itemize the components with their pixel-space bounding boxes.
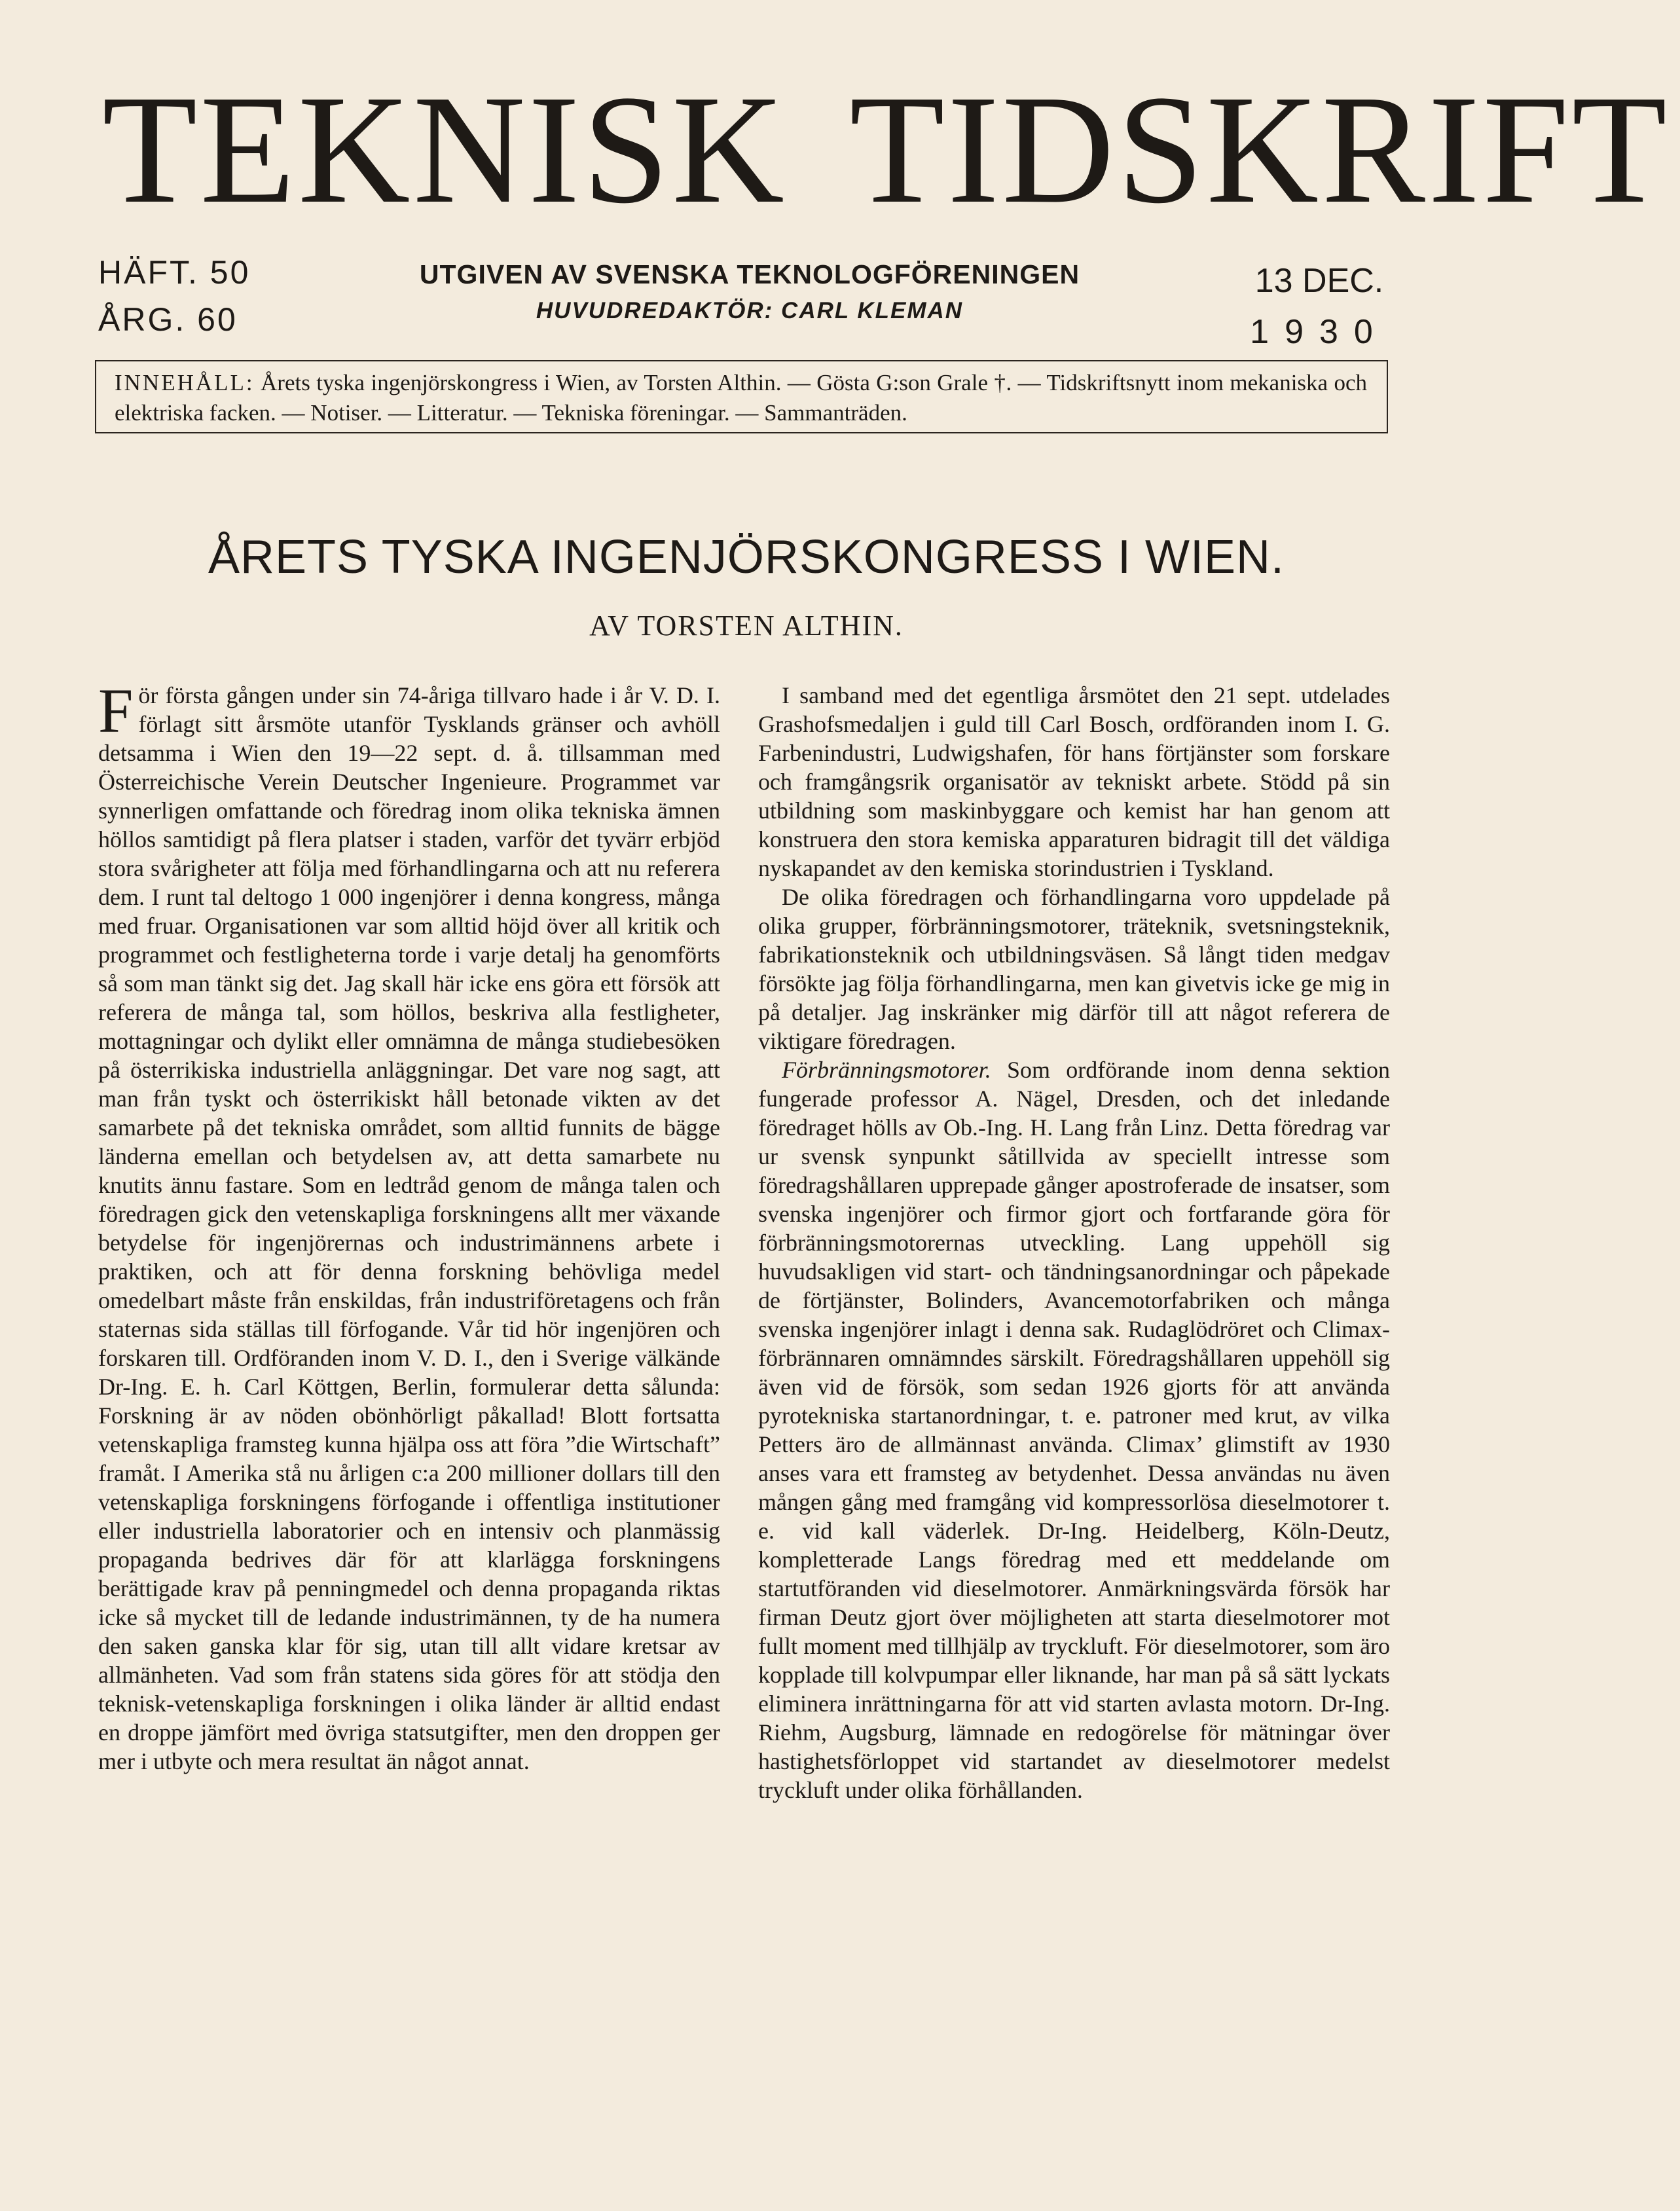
masthead-word-tidskrift: TIDSKRIFT	[849, 64, 1670, 236]
section-heading: Förbränningsmotorer.	[782, 1057, 991, 1083]
issue-year: 1930	[1250, 313, 1389, 351]
date-block	[1237, 255, 1401, 357]
issue-number-block	[98, 249, 250, 343]
editor-line: HUVUDREDAKTÖR: CARL KLEMAN	[536, 298, 964, 323]
article-paragraph: De olika föredragen och förhandlingarna voro uppdelade på olika grupper, förbränningsmotorer, träteknik, svetsningsteknik, fabrikationsteknik och utbildningsväsen. Så långt tiden medgav försökte jag följa förhandlingarna, men kan givetvis icke ge mig in på detaljer. Jag inskränker mig därför till att något referera de viktigare föredragen.	[758, 884, 1390, 1054]
paragraph-text: Som ordförande inom denna sektion fungerade professor A. Nägel, Dresden, och det inledande föredraget hölls av Ob.-Ing. H. Lang från Linz. Detta föredrag var ur svensk synpunkt såtillvida av speciellt intresse som föredragshållaren upprepade gånger apostroferade de insatser, som svenska ingenjörer och firmor gjort och fortfarande göra för förbränningsmotorernas utveckling. Lang uppehöll sig huvudsakligen vid start- och tändningsanordningar och påpekade de förtjänster, Bolinders, Avancemotorfabriken och många svenska ingenjörer inlagt i denna sak. Rudaglödröret och Climax-förbrännaren omnämndes särskilt. Föredragshållaren uppehöll sig även vid de försök, som sedan 1926 gjorts för att använda pyrotekniska startanordningar, t. e. patroner med krut, av vilka Petters äro de allmännast använda. Climax’ glimstift av 1930 anses vara ett framsteg av betydenhet. Dessa användas nu även mången gång med framgång vid kompressorlösa dieselmotorer t. e. vid kall väderlek. Dr-Ing. Heidelberg, Köln-Deutz, kompletterade Langs föredrag med ett meddelande om startutföranden vid dieselmotorer. Anmärkningsvärda försök har firman Deutz gjort över möjligheten att starta dieselmotorer mot fullt moment med tillhjälp av tryckluft. För dieselmotorer, som äro kopplade till kolvpumpar eller liknande, har man på så sätt lyckats eliminera inrättningarna för att vid starten avlasta motorn. Dr-Ing. Riehm, Augsburg, lämnade en redogörelse för mätningar över hastighetsförloppet vid startandet av dieselmotorer medelst tryckluft under olika förhållanden.	[758, 1057, 1390, 1803]
article-paragraph: I samband med det egentliga årsmötet den 21 sept. utdelades Grashofsmedaljen i guld till Carl Bosch, ordföranden inom I. G. Farbenindustri, Ludwigshafen, för hans förtjänster som forskare och framgångsrik organisatör av tekniskt arbete. Stödd på sin utbildning som maskinbyggare och kemist har han genom att konstruera den stora kemiska apparaturen bidragit till det väldiga nyskapandet av den kemiska storindustrien i Tyskland.	[758, 682, 1390, 881]
contents-text: Årets tyska ingenjörskongress i Wien, av Torsten Althin. — Gösta G:son Grale †. — Tidskriftsnytt inom mekaniska och elektriska facken. — Notiser. — Litteratur. — Tekniska föreningar. — Sammanträden.	[115, 370, 1367, 426]
paragraph-text: ör första gången under sin 74-åriga tillvaro hade i år V. D. I. förlagt sitt årsmöte utanför Tysklands gränser och avhöll detsamma i Wien den 19—22 sept. d. å. tillsamman med Österreichische Verein Deutscher Ingenieure. Programmet var synnerligen omfattande och föredrag inom olika tekniska ämnen höllos samtidigt på flera platser i staden, varför det tyvärr erbjöd stora svårigheter att följa med förhandlingarna och att nu referera dem. I runt tal deltogo 1 000 ingenjörer i denna kongress, många med fruar. Organisationen var som alltid höjd över all kritik och programmet och festligheterna torde i varje detalj ha genomförts så som man tänkt sig det. Jag skall här icke ens göra ett försök att referera de många tal, som höllos, beskriva alla festligheter, mottagningar och dylikt eller omnämna de många studiebesöken på österrikiska industriella anläggningar. Det vare nog sagt, att man från tyskt och österrikiskt håll betonade vikten av det samarbete på det tekniska området, som alltid funnits de bägge länderna emellan och betydelsen av, att detta samarbete nu knutits ännu fastare. Som en ledtråd genom de många talen och föredragen gick den vetenskapliga forskningens allt mer växande betydelse för ingenjörernas och industrimännens arbete i praktiken, och att för denna forskning behövliga medel omedelbart måste från enskildas, från industriföretagens och från staternas sida ställas till förfogande. Vår tid hör ingenjören och forskaren till. Ordföranden inom V. D. I., den i Sverige välkände Dr-Ing. E. h. Carl Köttgen, Berlin, formulerar detta sålunda: Forskning är av nöden obönhörligt påkallad! Blott fortsatta vetenskapliga framsteg kunna hjälpa oss att föra ”die Wirtschaft” framåt. I Amerika stå nu årligen c:a 200 millioner dollars till den vetenskapliga forskningens förfogande i offentliga institutioner eller industriella laboratorier och en intensiv och planmässig propaganda bedrives där för att klarlägga forskningens berättigade krav på penningmedel och denna propaganda riktas icke så mycket till de ledande industrimännen, ty de ha numera den saken ganska klar för sig, utan till allt vidare kretsar av allmänheten. Vad som från statens sida göres för att stödja den teknisk-vetenskapliga forskningen i olika länder är alltid endast en droppe jämfört med övriga statsutgifter, men den droppen ger mer i utbyte och mera resultat än något annat.	[98, 682, 720, 1774]
contents-label: INNEHÅLL:	[115, 370, 255, 395]
issue-arg: ÅRG. 60	[98, 301, 238, 338]
article-column-right	[758, 681, 1390, 1804]
drop-cap: F	[98, 676, 134, 746]
article-title: ÅRETS TYSKA INGENJÖRSKONGRESS I WIEN.	[208, 531, 1285, 583]
article-paragraph	[98, 676, 720, 1776]
issue-haft: HÄFT. 50	[98, 254, 251, 291]
issue-date: 13 DEC.	[1254, 262, 1384, 300]
article-column-left	[98, 676, 720, 1776]
publisher-line: UTGIVEN AV SVENSKA TEKNOLOGFÖRENINGEN	[419, 259, 1080, 289]
masthead-word-teknisk: TEKNISK	[102, 64, 788, 236]
article-paragraph	[758, 1055, 1390, 1804]
masthead	[92, 64, 1670, 236]
article-byline: AV TORSTEN ALTHIN.	[589, 610, 904, 642]
contents-box	[95, 360, 1388, 433]
publisher-block	[393, 257, 1106, 331]
